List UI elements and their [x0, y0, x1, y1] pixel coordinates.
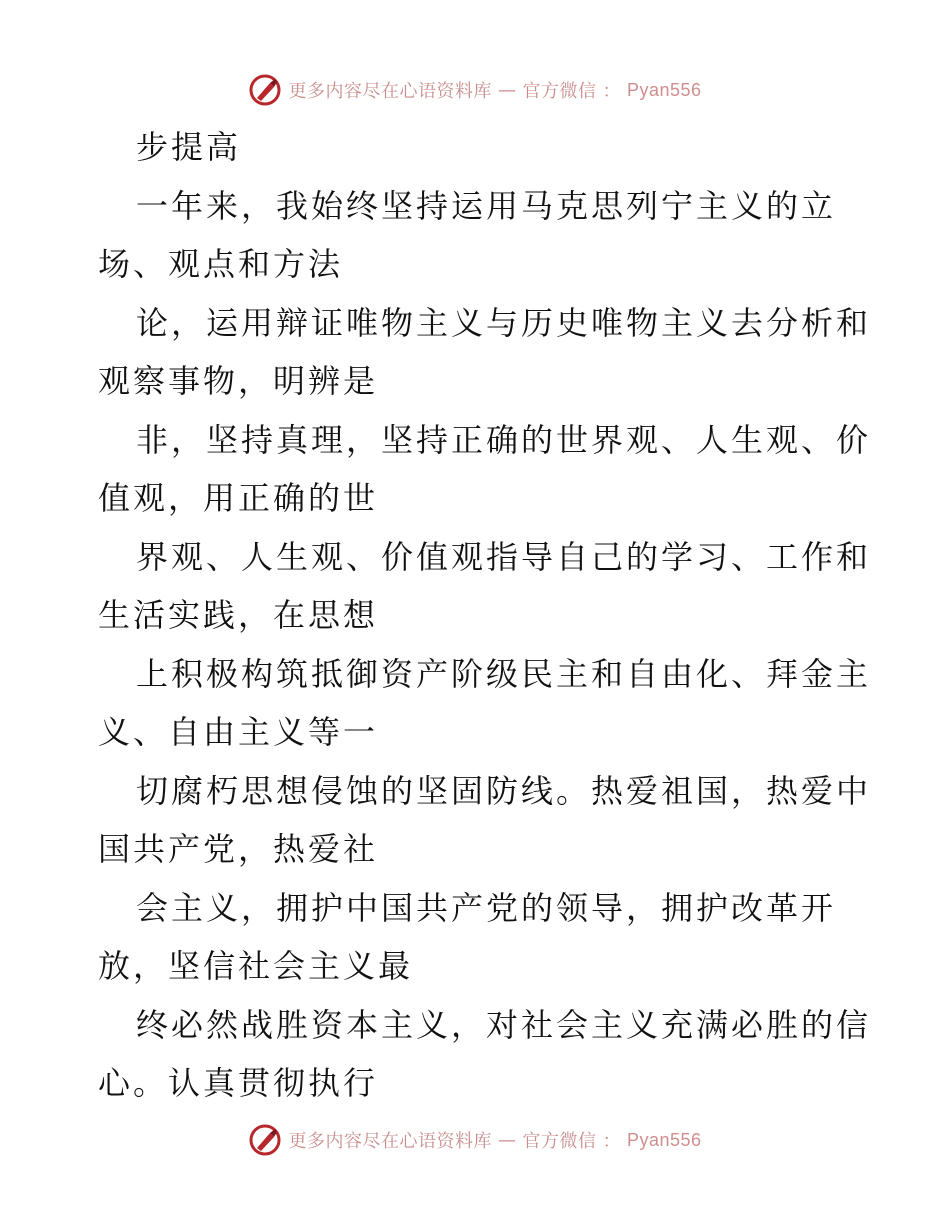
- body-line: 步提高: [136, 128, 242, 166]
- body-line: 界观、人生观、价值观指导自己的学习、工作和: [136, 537, 872, 576]
- footer-watermark-banner: [0, 1120, 950, 1160]
- body-line: 国共产党，热爱社: [98, 830, 379, 868]
- pen-nib-circle-logo-icon: [248, 73, 282, 107]
- banner-dash: —: [497, 1129, 517, 1151]
- banner-wechat-label: 官方微信: [522, 1131, 597, 1152]
- body-line: 场、观点和方法: [98, 245, 344, 283]
- banner-dash: —: [497, 79, 517, 101]
- body-line: 值观，用正确的世: [98, 479, 379, 517]
- body-line: 心。认真贯彻执行: [98, 1064, 379, 1102]
- banner-wechat-label: 官方微信: [522, 81, 597, 102]
- banner-text: 更多内容尽在心语资料库: [288, 1131, 492, 1152]
- body-line: 上积极构筑抵御资产阶级民主和自由化、拜金主: [136, 654, 872, 693]
- banner-wechat-handle: Pyan556: [626, 79, 702, 100]
- body-line: 观察事物，明辨是: [98, 362, 379, 400]
- body-line: 生活实践，在思想: [98, 596, 379, 634]
- body-line: 会主义，拥护中国共产党的领导，拥护改革开: [136, 888, 837, 927]
- body-line: 非，坚持真理，坚持正确的世界观、人生观、价: [136, 420, 872, 459]
- body-line: 一年来，我始终坚持运用马克思列宁主义的立: [136, 186, 837, 225]
- body-line: 切腐朽思想侵蚀的坚固防线。热爱祖国，热爱中: [136, 771, 872, 810]
- body-line: 放，坚信社会主义最: [98, 947, 414, 985]
- banner-text: 更多内容尽在心语资料库: [288, 81, 492, 102]
- body-line: 终必然战胜资本主义，对社会主义充满必胜的信: [136, 1005, 872, 1044]
- body-line: 义、自由主义等一: [98, 713, 379, 751]
- document-body: [98, 118, 872, 1113]
- banner-colon: ：: [602, 1131, 621, 1152]
- body-line: 论，运用辩证唯物主义与历史唯物主义去分析和: [136, 303, 872, 342]
- pen-nib-circle-logo-icon: [248, 1123, 282, 1157]
- header-watermark-banner: [0, 70, 950, 110]
- banner-wechat-handle: Pyan556: [626, 1129, 702, 1150]
- banner-colon: ：: [602, 81, 621, 102]
